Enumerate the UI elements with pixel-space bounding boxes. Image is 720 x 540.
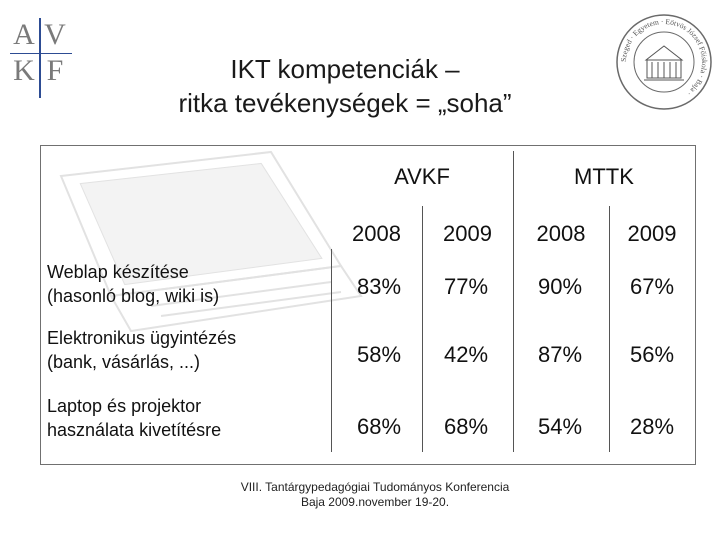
logo-letter: A bbox=[13, 18, 35, 51]
row-label bbox=[47, 326, 337, 374]
row-label-line: (hasonló blog, wiki is) bbox=[47, 286, 220, 306]
group-header-mttk: MTTK bbox=[574, 164, 634, 189]
avkf-logo bbox=[10, 18, 72, 98]
year-header: 2008 bbox=[352, 221, 401, 246]
row-label-line: Laptop és projektor bbox=[47, 396, 202, 416]
footer-line-1: VIII. Tantárgypedagógiai Tudományos Konferencia bbox=[240, 480, 510, 494]
year-header: 2009 bbox=[443, 221, 492, 246]
row-label-line: Weblap készítése bbox=[47, 262, 189, 282]
footer-line-2: Baja 2009.november 19-20. bbox=[300, 495, 450, 509]
row-label-line: használata kivetítésre bbox=[47, 420, 222, 440]
row-label-line: Elektronikus ügyintézés bbox=[47, 328, 237, 348]
logo-divider bbox=[10, 53, 72, 54]
table-cell: 58% bbox=[356, 342, 402, 367]
university-seal-icon bbox=[614, 12, 714, 112]
year-header: 2009 bbox=[627, 221, 677, 246]
row-label bbox=[47, 260, 337, 308]
year-header: 2008 bbox=[536, 221, 586, 246]
row-label-line: (bank, vásárlás, ...) bbox=[47, 352, 201, 372]
table-cell: 28% bbox=[629, 414, 675, 439]
table-cell: 56% bbox=[629, 342, 675, 367]
title-line-2: ritka tevékenységek = „soha” bbox=[178, 88, 512, 118]
logo-letter: K bbox=[13, 54, 35, 87]
table-cell: 67% bbox=[629, 274, 675, 299]
table-cell: 54% bbox=[537, 414, 583, 439]
table-cell: 77% bbox=[443, 274, 489, 299]
results-table bbox=[40, 145, 696, 465]
table-cell: 68% bbox=[443, 414, 489, 439]
group-header-avkf: AVKF bbox=[394, 164, 450, 189]
seal-ring-text: Szeged · Egyetem · Eötvös József Főiskola · Baja · bbox=[618, 16, 710, 99]
table-cell: 90% bbox=[537, 274, 583, 299]
table-cell: 83% bbox=[356, 274, 402, 299]
footer bbox=[190, 480, 560, 510]
row-label bbox=[47, 394, 337, 442]
svg-text:Szeged · Egyetem · Eötvös Józs bbox=[619, 17, 709, 98]
table-cell: 42% bbox=[443, 342, 489, 367]
title-line-1: IKT kompetenciák – bbox=[230, 54, 460, 84]
logo-divider bbox=[39, 18, 41, 98]
column-divider bbox=[513, 151, 514, 452]
table-cell: 68% bbox=[356, 414, 402, 439]
logo-letter: V bbox=[44, 18, 66, 51]
logo-letter: F bbox=[46, 54, 64, 87]
table-cell: 87% bbox=[537, 342, 583, 367]
page-title bbox=[110, 52, 580, 120]
